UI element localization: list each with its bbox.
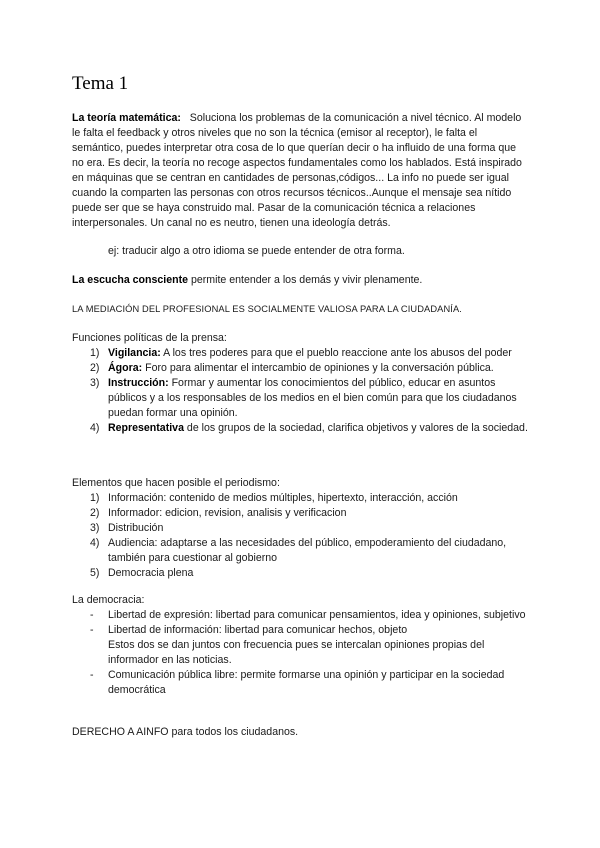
item-text: Formar y aumentar los conocimientos del público, educar en asuntos públicos y a los responsables de los medios en el bien común para que los ciudadanos puedan formar una opinión. (108, 377, 517, 419)
list-item (72, 376, 528, 421)
item-label: Vigilancia: (108, 347, 161, 359)
mediacion-statement: LA MEDIACIÓN DEL PROFESIONAL ES SOCIALMENTE VALIOSA PARA LA CIUDADANÍA. (72, 304, 462, 314)
democracia-list (72, 608, 528, 698)
list-item (72, 506, 528, 521)
item-text: Foro para alimentar el intercambio de opiniones y la conversación pública. (145, 362, 494, 374)
list-item (72, 566, 528, 581)
example-line: ej: traducir algo a otro idioma se puede entender de otra forma. (108, 245, 405, 257)
item-number: 2) (90, 507, 100, 519)
item-label: Ágora: (108, 362, 143, 374)
item-text: A los tres poderes para que el pueblo reaccione ante los abusos del poder (163, 347, 512, 359)
democracia-heading: La democracia: (72, 594, 145, 606)
escucha-paragraph (72, 273, 528, 288)
item-number: 5) (90, 567, 100, 579)
item-text: Libertad de expresión: libertad para comunicar pensamientos, idea y opiniones, subjetivo (108, 609, 526, 621)
escucha-label: La escucha consciente (72, 274, 188, 286)
item-note: Estos dos se dan juntos con frecuencia pues se intercalan opiniones propias del informador en las noticias. (108, 639, 485, 666)
item-text: Audiencia: adaptarse a las necesidades del público, empoderamiento del ciudadano, también para cuestionar al gobierno (108, 537, 507, 564)
list-item (72, 491, 528, 506)
item-dash: - (90, 669, 94, 681)
democracia-section (72, 593, 528, 698)
list-item (72, 361, 528, 376)
elementos-list (72, 491, 528, 581)
item-text: Informador: edicion, revision, analisis y verificacion (108, 507, 347, 519)
item-text: Información: contenido de medios múltiples, hipertexto, interacción, acción (108, 492, 458, 504)
item-number: 4) (90, 537, 100, 549)
funciones-list (72, 346, 528, 436)
item-number: 3) (90, 522, 100, 534)
item-number: 2) (90, 362, 100, 374)
elementos-heading: Elementos que hacen posible el periodismo: (72, 477, 280, 489)
page-title: Tema 1 (72, 73, 129, 94)
theory-label: La teoría matemática: (72, 112, 181, 124)
item-dash: - (90, 624, 94, 636)
list-item (72, 536, 528, 566)
item-number: 3) (90, 377, 100, 389)
item-text: Democracia plena (108, 567, 194, 579)
list-item (72, 421, 528, 436)
funciones-section (72, 331, 528, 436)
item-text: Distribución (108, 522, 164, 534)
item-text: de los grupos de la sociedad, clarifica objetivos y valores de la sociedad. (186, 422, 528, 434)
item-dash: - (90, 609, 94, 621)
item-text: Libertad de información: libertad para comunicar hechos, objeto (108, 624, 408, 636)
theory-text: Soluciona los problemas de la comunicación a nivel técnico. Al modelo le falta el feedback y otros niveles que no son la técnica (emisor al receptor), le falta el semántico, puedes interpretar otra cosa de lo que querían decir o ha influido de una forma que no era. Es decir, la teoría no recoge aspectos fundamentales como los hablados. Está inspirado en máquinas que se centran en cantidades de personas,códigos... La info no puede ser igual cuando la comparten las personas con otros recursos técnicos..Aunque el mensaje sea nítido puede ser que se haya construido mal. Pasar de la comunicación técnica a relaciones interpersonales. Un canal no es neutro, tienen una ideología detrás. (72, 112, 522, 229)
list-item (72, 623, 528, 668)
item-number: 4) (90, 422, 100, 434)
elementos-section (72, 476, 528, 581)
item-number: 1) (90, 347, 100, 359)
item-label: Representativa (108, 422, 184, 434)
list-item (72, 668, 528, 698)
list-item (72, 521, 528, 536)
escucha-text: permite entender a los demás y vivir plenamente. (190, 274, 423, 286)
item-number: 1) (90, 492, 100, 504)
list-item (72, 608, 528, 623)
derecho-statement: DERECHO A AINFO para todos los ciudadanos. (72, 726, 299, 738)
theory-paragraph (72, 111, 528, 231)
funciones-heading: Funciones políticas de la prensa: (72, 332, 227, 344)
item-label: Instrucción: (108, 377, 169, 389)
item-text: Comunicación pública libre: permite formarse una opinión y participar en la sociedad democrática (108, 669, 505, 696)
list-item (72, 346, 528, 361)
